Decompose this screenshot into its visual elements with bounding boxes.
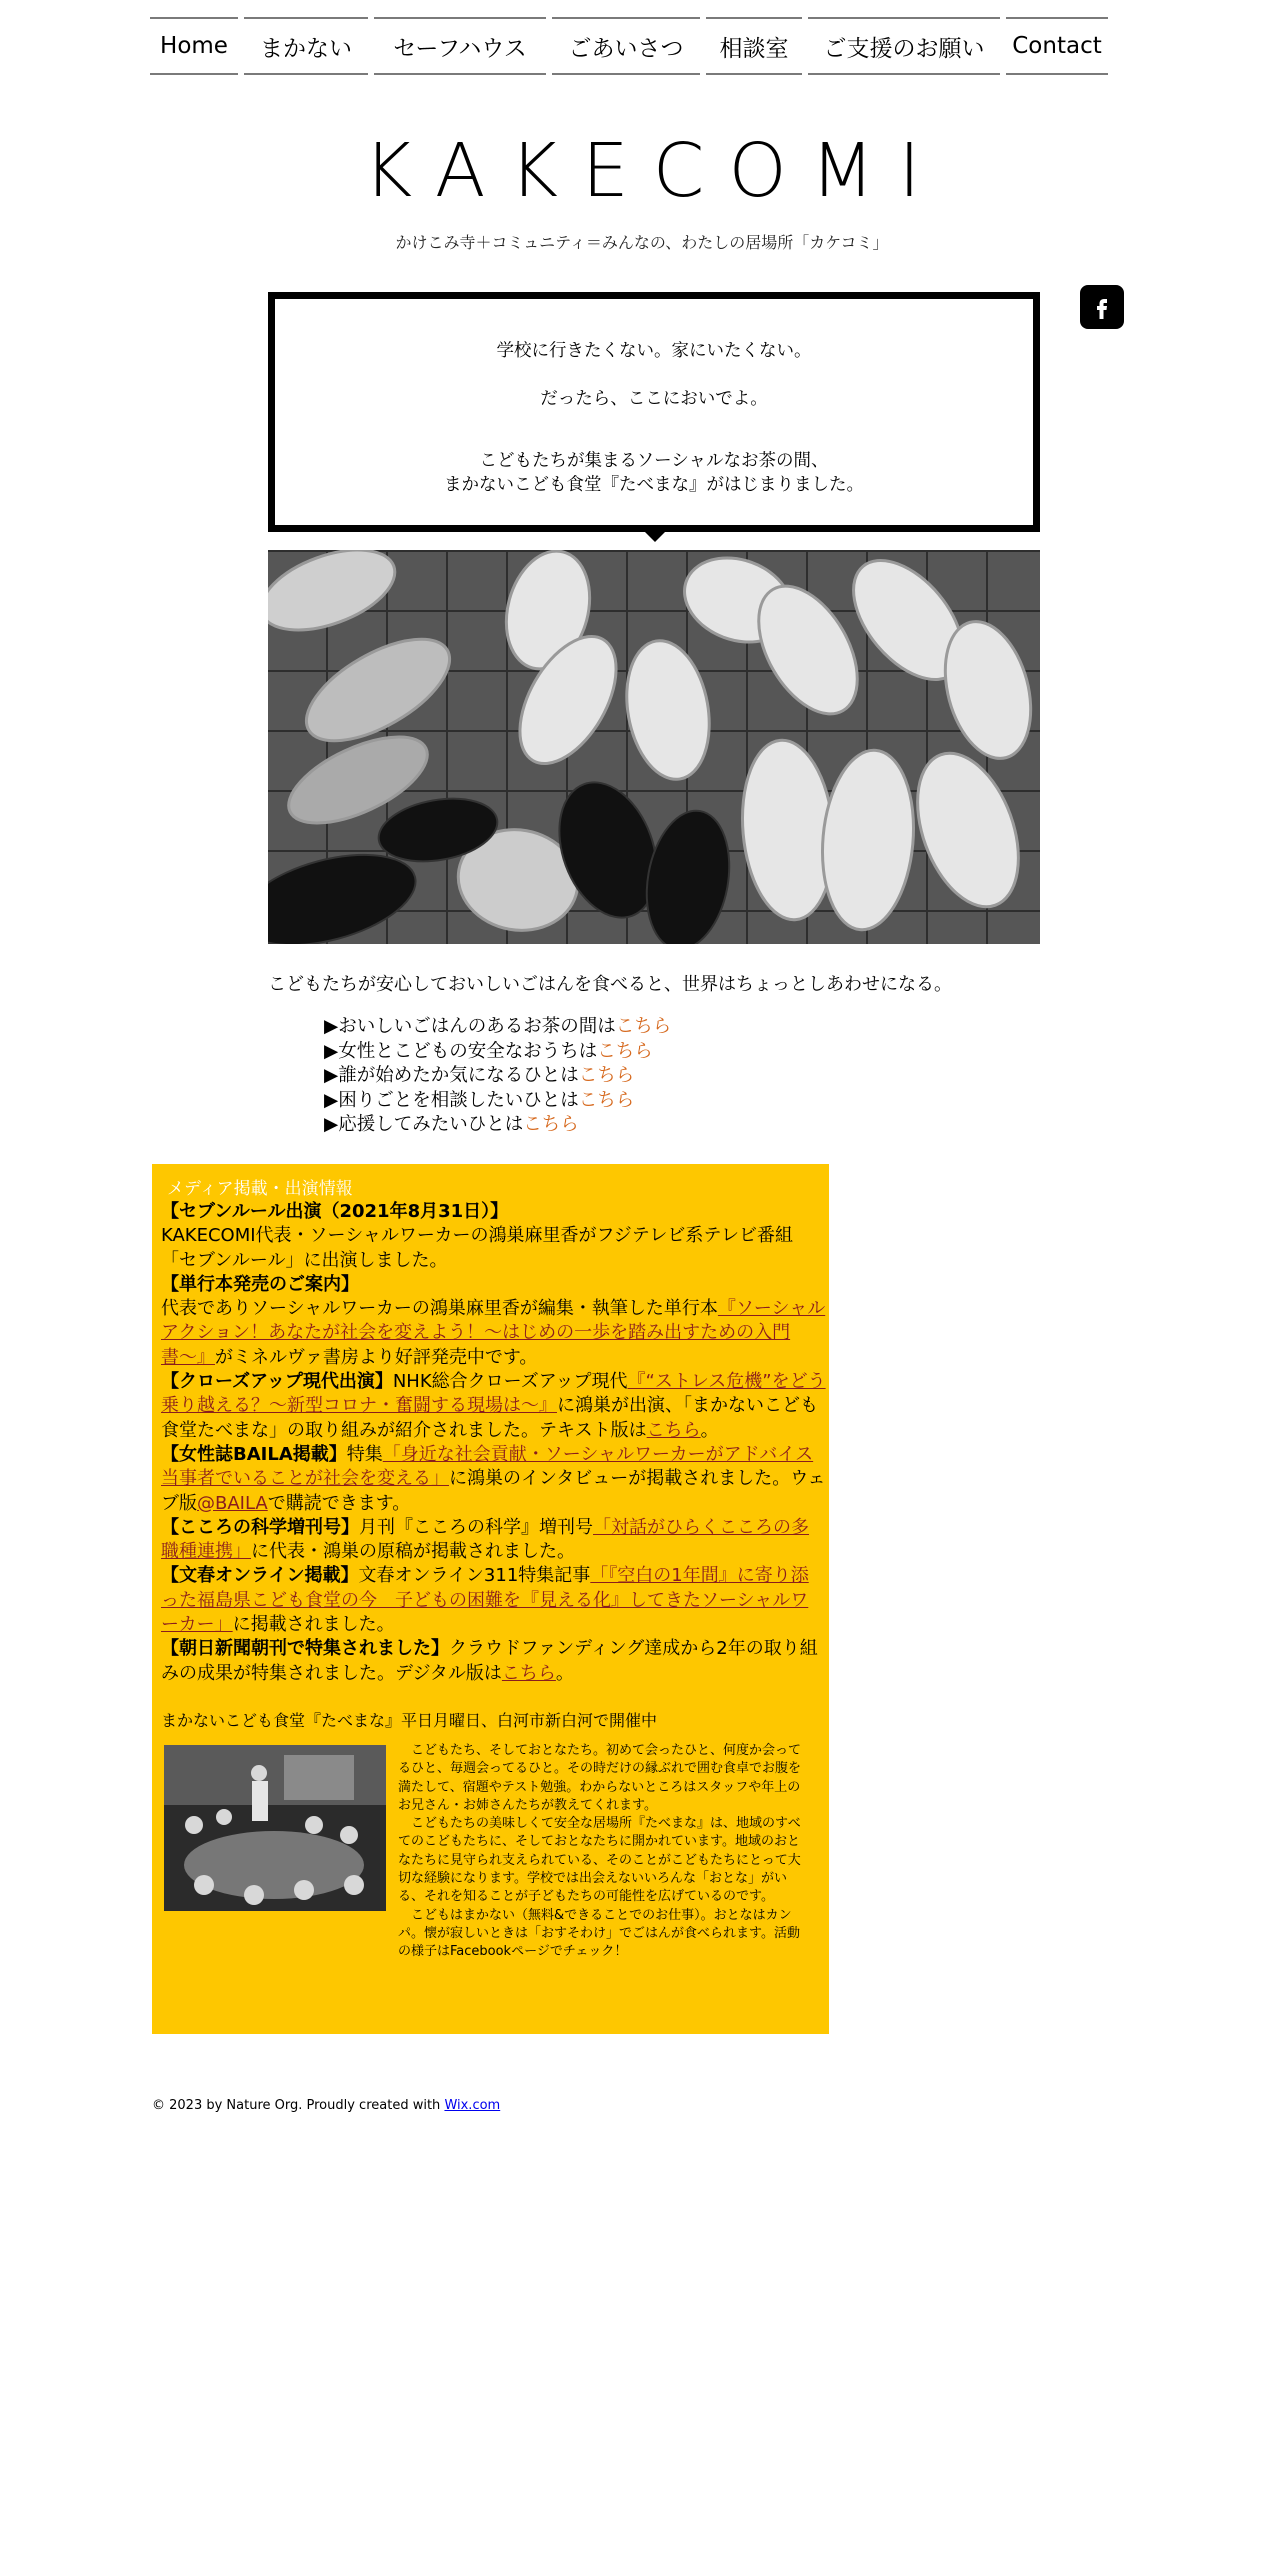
facebook-button[interactable] [1080,285,1124,329]
speech-line-1: 学校に行きたくない。家にいたくない。 [496,341,812,361]
guide-link-row [324,1113,671,1138]
news-body: 特集 [346,1443,383,1465]
guide-link-label: ▶応援してみたいひとは [324,1114,524,1135]
news-item-seven-rule [161,1200,826,1273]
about-paragraph: こどもはまかない（無料&できることでのお仕事）。おとなはカンパ。懐が寂しいときは「おすそわけ」でごはんが食べられます。活動の様子はFacebookページでチェック！ [398,1907,800,1960]
news-title: 【朝日新聞朝刊で特集されました】 [161,1638,449,1660]
guide-link-row [324,1015,671,1040]
guide-link[interactable]: こちら [578,1065,635,1086]
shoes-photo [268,550,1040,944]
bunshun-link[interactable]: 「『空白の1年間』に寄り添った福島県こども食堂の今 子どもの困難を『見える化』してきたソーシャルワーカー」 [161,1565,809,1636]
book-link[interactable]: 『ソーシャルアクション！あなたが社会を変えよう！〜はじめの一歩を踏み出すための入門書〜』 [161,1298,826,1368]
news-body: で購読できます。 [267,1492,411,1514]
asahi-link[interactable]: こちら [501,1662,556,1684]
news-body: に代表・鴻巣の原稿が掲載されました。 [251,1541,575,1563]
intro-text: こどもたちが安心しておいしいごはんを食べると、世界はちょっとしあわせになる。 [268,974,952,995]
nav-item-6[interactable]: Contact [1006,17,1108,75]
nav-item-3[interactable]: ごあいさつ [552,17,700,75]
facebook-icon [1090,295,1114,319]
guide-link-label: ▶おいしいごはんのあるお茶の間は [324,1016,616,1037]
guide-link[interactable]: こちら [615,1016,672,1037]
news-body: がミネルヴァ書房より好評発売中です。 [215,1346,538,1368]
guide-link-label: ▶誰が始めたか気になるひとは [324,1065,579,1086]
news-title: 【文春オンライン掲載】 [161,1565,359,1587]
media-list [161,1200,826,1686]
news-body: 月刊『こころの科学』増刊号 [359,1516,593,1538]
baila-web-link[interactable]: @BAILA [197,1492,268,1514]
footer [152,2098,500,2113]
news-title: 【クローズアップ現代出演】 [161,1371,393,1393]
news-body: に掲載されました。 [232,1614,395,1636]
news-body: クラウドファンディング達成から2年の取り組みの成果が特集されました。デジタル版は [161,1638,818,1684]
news-body: NHK総合クローズアップ現代 [392,1371,628,1393]
nav-item-1[interactable]: まかない [244,17,368,75]
nav-item-0[interactable]: Home [150,17,238,75]
speech-line-2: だったら、ここにおいでよ。 [540,389,768,409]
speech-line-3: こどもたちが集まるソーシャルなお茶の間、 [479,451,829,471]
news-item-closeup [161,1370,826,1443]
nav-item-5[interactable]: ご支援のお願い [808,17,1000,75]
about-paragraph: こどもたちの美味しくて安全な居場所『たべまな』は、地域のすべてのこどもたちに、そしておとなたちに開かれています。地域のおとなたちに見守られ支えられている、そのことがこどもたちにとって大切な経験になります。学校では出会えないいろんな「おとな」がいる、それを知ることが子どもたちの可能性を広げているのです。 [398,1816,801,1905]
schedule-text: まかないこども食堂『たべまな』平日月曜日、白河市新白河で開催中 [161,1711,658,1730]
site-tagline: かけこみ寺＋コミュニティ＝みんなの、わたしの居場所「カケコミ」 [395,233,889,252]
kokoro-link[interactable]: 「対話がひらくこころの多職種連携」 [161,1516,809,1563]
closeup-link[interactable]: 『“ストレス危機”をどう乗り越える？〜新型コロナ・奮闘する現場は〜』 [161,1371,826,1417]
news-item-book [161,1273,826,1370]
news-item-baila [161,1443,826,1516]
baila-link[interactable]: 「身近な社会貢献・ソーシャルワーカーがアドバイス 当事者でいることが社会を変える」 [161,1443,814,1490]
top-nav [150,17,1136,77]
guide-link[interactable]: こちら [578,1089,635,1111]
news-item-kokoro [161,1516,826,1565]
about-paragraph: こどもたち、そしておとなたち。初めて会ったひと、何度か会ってるひと、毎週会ってるひと。その時だけの縁ぶれで囲む食卓でお腹を満たして、宿題やテスト勉強。わからないところはスタッフや年上のお兄さん・お姉さんたちが教えてくれます。 [398,1743,802,1813]
guide-link-label: ▶女性とこどもの安全なおうちは [324,1040,598,1062]
guide-link[interactable]: こちら [523,1114,579,1135]
closeup-text-link[interactable]: こちら [646,1419,701,1441]
news-title: 【こころの科学増刊号】 [161,1516,359,1538]
guide-link-row [324,1089,671,1114]
news-title: 【単行本発売のご案内】 [161,1273,359,1295]
guide-link-row [324,1064,671,1089]
guide-link-label: ▶困りごとを相談したいひとは [324,1089,579,1111]
news-body: 。 [700,1419,719,1441]
news-body: に鴻巣のインタビューが掲載されました。ウェブ版 [161,1468,826,1514]
news-body: KAKECOMI代表・ソーシャルワーカーの鴻巣麻里香がフジテレビ系テレビ番組「セブンルール」に出演しました。 [161,1225,794,1271]
tabemana-description [398,1742,808,1962]
news-body: 代表でありソーシャルワーカーの鴻巣麻里香が編集・執筆した単行本 [161,1298,718,1320]
news-title: 【セブンルール出演（2021年8月31日）】 [161,1201,509,1222]
media-heading: メディア掲載・出演情報 [167,1179,353,1199]
speech-bubble [268,292,1040,532]
speech-tail [643,530,667,542]
news-title: 【女性誌BAILA掲載】 [161,1443,347,1465]
news-body: 。 [555,1662,574,1684]
news-item-bunshun [161,1564,826,1637]
site-logo[interactable]: KAKECOMI [363,128,945,214]
news-item-asahi [161,1637,826,1686]
footer-text: © 2023 by Nature Org. Proudly created with [152,2098,445,2113]
nav-item-4[interactable]: 相談室 [706,17,802,75]
wix-link[interactable]: Wix.com [444,2098,501,2113]
guide-links [324,1015,671,1138]
guide-link[interactable]: こちら [597,1040,653,1062]
speech-line-4: まかないこども食堂『たべまな』がはじまりました。 [444,475,864,495]
news-body: に鴻巣が出演、「まかないこども食堂たべまな」の取り組みが紹介されました。テキスト版は [161,1395,818,1441]
nav-item-2[interactable]: セーフハウス [374,17,546,75]
news-body: 文春オンライン311特集記事 [358,1565,591,1587]
guide-link-row [324,1040,671,1065]
tabemana-photo [164,1745,386,1911]
